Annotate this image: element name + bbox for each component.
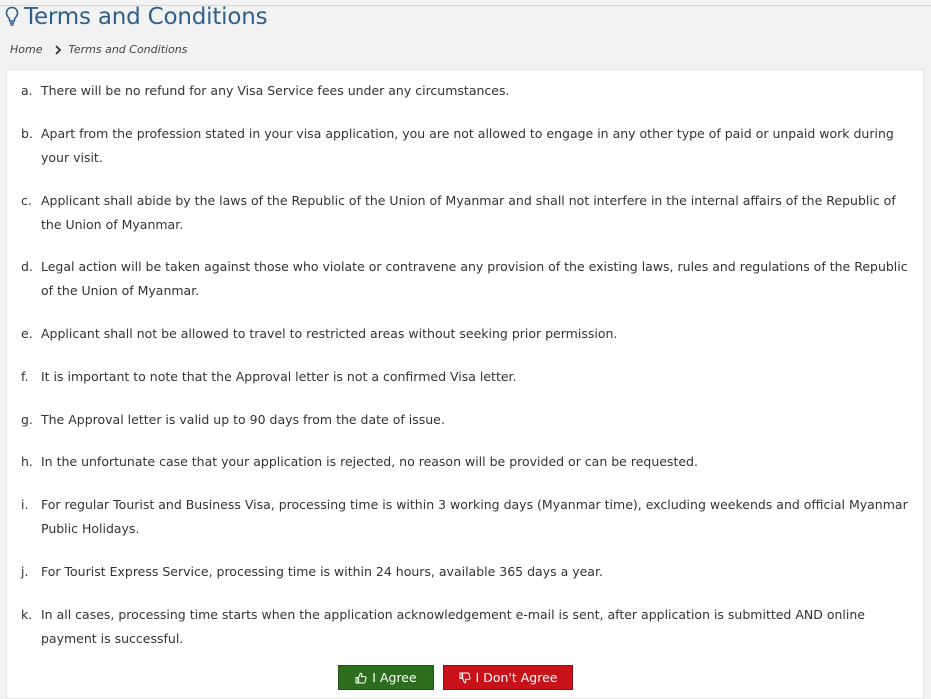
term-text: Applicant shall not be allowed to travel to restricted areas without seeking prior permission. <box>41 326 618 341</box>
disagree-button[interactable] <box>443 665 573 690</box>
term-text: Legal action will be taken against those who violate or contravene any provision of the existing laws, rules and regulations of the Republic of the Union of Myanmar. <box>41 259 908 298</box>
term-text: For regular Tourist and Business Visa, processing time is within 3 working days (Myanmar time), excluding weekends and official Myanmar Public Holidays. <box>41 497 908 536</box>
term-text: In all cases, processing time starts when the application acknowledgement e-mail is sent, after application is submitted AND online payment is successful. <box>41 607 865 646</box>
terms-panel <box>6 69 924 699</box>
agree-button-label: I Agree <box>372 670 417 685</box>
term-letter: d. <box>21 259 33 274</box>
page-header <box>5 2 267 32</box>
term-letter: h. <box>21 454 33 469</box>
term-text: For Tourist Express Service, processing time is within 24 hours, available 365 days a year. <box>41 564 603 579</box>
disagree-button-label: I Don't Agree <box>475 670 558 685</box>
term-text: The Approval letter is valid up to 90 days from the date of issue. <box>41 412 445 427</box>
lightbulb-icon <box>5 6 19 28</box>
agree-button[interactable] <box>338 665 434 690</box>
term-letter: a. <box>21 83 33 98</box>
term-letter: k. <box>21 607 33 622</box>
page-title: Terms and Conditions <box>24 4 268 30</box>
breadcrumb-current: Terms and Conditions <box>68 43 188 56</box>
breadcrumb-home-link[interactable]: Home <box>10 43 43 56</box>
term-text: There will be no refund for any Visa Service fees under any circumstances. <box>41 83 510 98</box>
term-letter: c. <box>21 193 32 208</box>
action-buttons <box>7 665 923 691</box>
term-letter: b. <box>21 126 33 141</box>
term-letter: j. <box>21 564 29 579</box>
term-letter: e. <box>21 326 33 341</box>
term-letter: g. <box>21 412 33 427</box>
term-letter: i. <box>21 497 29 512</box>
thumbs-up-icon <box>355 672 367 684</box>
term-text: Apart from the profession stated in your visa application, you are not allowed to engage in any other type of paid or unpaid work during your visit. <box>41 126 894 165</box>
term-text: Applicant shall abide by the laws of the Republic of the Union of Myanmar and shall not interfere in the internal affairs of the Republic of the Union of Myanmar. <box>41 193 896 232</box>
term-letter: f. <box>21 369 29 384</box>
breadcrumb <box>10 43 188 56</box>
term-text: It is important to note that the Approval letter is not a confirmed Visa letter. <box>41 369 517 384</box>
term-text: In the unfortunate case that your application is rejected, no reason will be provided or can be requested. <box>41 454 698 469</box>
thumbs-down-icon <box>459 672 471 684</box>
chevron-right-icon <box>54 45 62 55</box>
